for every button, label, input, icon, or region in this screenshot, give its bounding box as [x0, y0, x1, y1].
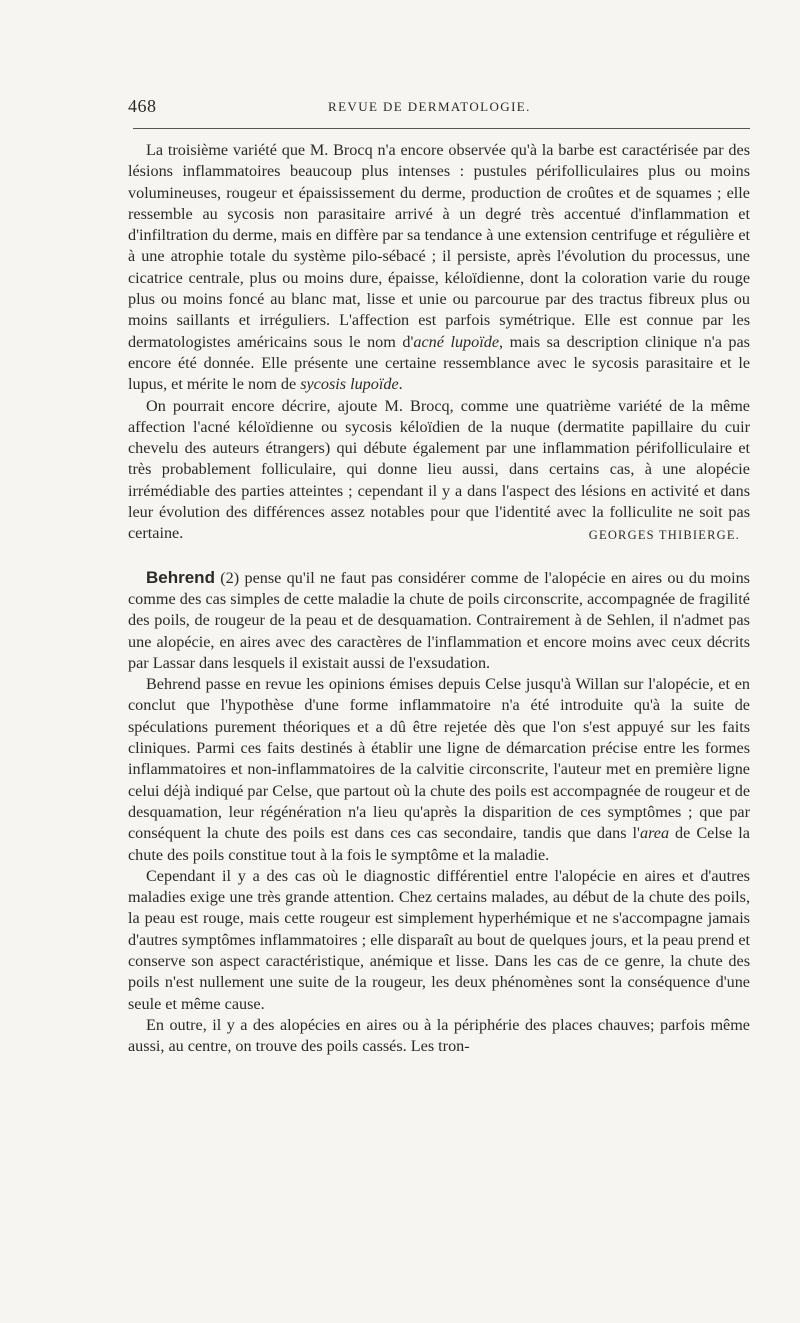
header-rule	[133, 128, 750, 129]
paragraph-6	[128, 1015, 750, 1058]
paragraph-2-text: On pourrait encore décrire, ajoute M. Brocq, comme une quatrième variété de la même affection l'acné kéloïdienne ou sycosis kéloïdien de la nuque (dermatite papillaire du cuir chevelu des auteurs étrangers) qui débute également par une inflammation périfolliculaire et très probablement folliculaire, qui donne lieu aussi, dans certains cas, à une alopécie irrémédiable des parties atteintes ; cependant il y a dans l'aspect des lésions en activité et dans leur évolution des différences assez notables pour que l'identité avec la folliculite ne soit pas certaine.	[128, 396, 750, 543]
article-body	[128, 140, 750, 1057]
paragraph-3-text: (2) pense qu'il ne faut pas considérer comme de l'alopécie en aires ou du moins comme des cas simples de cette maladie la chute de poils circonscrite, accompagnée de fragilité des poils, de rougeur de la peau et de desquamation. Contrairement à de Sehlen, il n'admet pas une alopécie, en aires avec des caractères de l'inflammation et encore moins avec ceux décrits par Lassar dans lesquels il existait aussi de l'exsudation.	[128, 568, 750, 672]
running-head	[128, 96, 750, 118]
paragraph-1-text: La troisième variété que M. Brocq n'a encore observée qu'à la barbe est caractérisée par des lésions inflammatoires beaucoup plus intenses : pustules périfolliculaires plus ou moins volumineuses, rougeur et épaississement du derme, production de croûtes et de squames ; elle ressemble au sycosis non parasitaire arrivé à un degré très accentué d'inflammation et d'infiltration du derme, mais en diffère par sa tendance à une extension centrifuge et régulière et à une atrophie totale du système pilo-sébacé ; il persiste, après l'évolution du processus, une cicatrice centrale, plus ou moins dure, épaisse, kéloïdienne, dont la coloration varie du rouge plus ou moins foncé au blanc mat, lisse et unie ou parcourue par des tractus fibreux plus ou moins saillants et irréguliers. L'affection est parfois symétrique. Elle est connue par les dermatologistes américains sous le nom d'	[128, 141, 750, 351]
page-number: 468	[128, 96, 157, 116]
paragraph-4	[128, 674, 750, 866]
paragraph-3	[128, 567, 750, 674]
paragraph-2	[128, 396, 750, 545]
journal-title: REVUE DE DERMATOLOGIE.	[328, 99, 531, 114]
paragraph-4-text: Behrend passe en revue les opinions émises depuis Celse jusqu'à Willan sur l'alopécie, et en conclut que l'hypothèse d'une forme inflammatoire n'a été introduite qu'à la suite de spéculations purement théoriques et a dû être rejetée dès que l'on s'est appuyé sur les faits cliniques. Parmi ces faits destinés à établir une ligne de démarcation précise entre les formes inflammatoires et non-inflammatoires de la calvitie circonscrite, l'auteur met en première ligne celui déjà indiqué par Celse, que partout où la chute des poils est accompagnée de rougeur et de desquamation, leur régénération n'a lieu qu'après la disparition de ces symptômes ; que par conséquent la chute des poils est dans ces cas secondaire, tandis que dans l'	[128, 675, 750, 843]
paragraph-4-end: de Celse la chute des poils constitue tout à la fois le symptôme et la maladie.	[128, 824, 750, 864]
paragraph-5	[128, 866, 750, 1015]
paragraph-5-text: Cependant il y a des cas où le diagnostic différentiel entre l'alopécie en aires et d'autres maladies exige une très grande attention. Chez certains malades, au début de la chute des poils, la peau est rouge, mais cette rougeur est simplement hyperhémique et ne s'accompagne jamais d'autres symptômes inflammatoires ; elle disparaît au bout de quelques jours, et la peau prend et conserve son aspect caractéristique, anémique et lisse. Dans les cas de ce genre, la chute des poils n'est nullement une suite de la rougeur, les deux phénomènes sont la conséquence d'une seule et même cause.	[128, 866, 750, 1013]
author-signature: GEORGES THIBIERGE.	[588, 528, 740, 543]
paragraph-6-text: En outre, il y a des alopécies en aires ou à la périphérie des places chauves; parfois même aussi, au centre, on trouve des poils cassés. Les tron-	[128, 1015, 750, 1056]
term-sycosis-lupoide: sycosis lupoïde	[300, 375, 399, 394]
term-acne-lupoide: acné lupoïde	[413, 332, 500, 351]
paragraph-1-text-b: , mais sa description clinique n'a pas encore été donnée. Elle présente une certaine ressemblance avec le sycosis parasitaire et le lupus, et mérite le nom de	[128, 332, 750, 394]
paragraph-1-end: .	[398, 375, 403, 394]
paragraph-1	[128, 140, 750, 396]
term-area: area	[639, 824, 670, 843]
author-name-behrend: Behrend	[146, 567, 215, 587]
